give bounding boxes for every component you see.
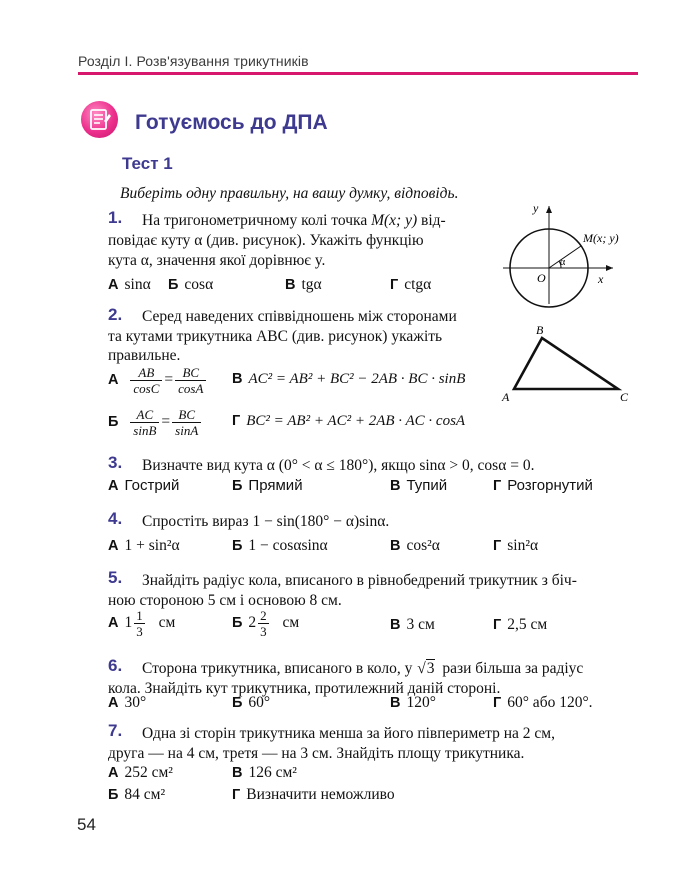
answer-option[interactable]: А Гострий: [108, 477, 180, 494]
question-6-line-2: кола. Знайдіть кут трикутника, протилежний даній стороні.: [108, 680, 501, 697]
question-5-line-2: ною стороною 5 см і основою 8 см.: [108, 592, 342, 609]
question-number: 5.: [108, 568, 123, 587]
question-5-line-1: Знайдіть радіус кола, вписаного в рівнобедрений трикутник з біч-: [142, 572, 577, 589]
triangle-figure: [498, 322, 633, 404]
answer-option[interactable]: Г sin²α: [493, 537, 539, 554]
question-7-line-2: друга — на 4 см, третя — на 3 см. Знайдіть площу трикутника.: [108, 745, 525, 762]
answer-option[interactable]: А 252 см²: [108, 764, 173, 781]
checklist-icon: [81, 101, 118, 138]
question-number: 3.: [108, 453, 123, 472]
question-2-line-1: Серед наведених співвідношень між сторонами: [142, 308, 457, 325]
question-3-text: Визначте вид кута α (0° < α ≤ 180°), якщо sinα > 0, cosα = 0.: [142, 457, 535, 474]
question-7-line-1: Одна зі сторін трикутника менша за його півпериметр на 2 см,: [142, 725, 555, 742]
question-2-line-3: правильне.: [108, 347, 181, 364]
vertex-b-label: B: [536, 323, 544, 337]
test-title: Тест 1: [122, 154, 173, 173]
vertex-c-label: C: [620, 390, 629, 404]
answer-option[interactable]: В 120°: [390, 694, 436, 711]
answer-option[interactable]: А $\frac{AB}{\cos C}$ = $\frac{BC}{\cos A}$: [108, 365, 208, 396]
answer-option[interactable]: Г BC² = AB² + AC² + 2AB · AC · cosA: [232, 413, 466, 429]
answer-option[interactable]: А sinα: [108, 276, 151, 293]
x-axis-label: x: [598, 272, 604, 286]
answer-option[interactable]: А 30°: [108, 694, 147, 711]
answer-option[interactable]: В cos²α: [390, 537, 440, 554]
alpha-label: α: [560, 257, 566, 268]
answer-option[interactable]: Б 1 − cosαsinα: [232, 537, 328, 554]
answer-option[interactable]: Б $\frac{AC}{\sin B}$ = $\frac{BC}{\sin A}$: [108, 407, 203, 438]
question-number: 1.: [108, 208, 123, 227]
question-number: 7.: [108, 721, 123, 740]
vertex-a-label: A: [502, 390, 510, 404]
question-6-line-1: Сторона трикутника, вписаного в коло, у √3 рази більша за радіус: [142, 660, 584, 677]
point-m-label: M(x; y): [583, 231, 619, 245]
instruction: Виберіть одну правильну, на вашу думку, відповідь.: [120, 185, 459, 202]
answer-option[interactable]: Б cosα: [168, 276, 214, 293]
answer-option[interactable]: А 1 + sin²α: [108, 537, 180, 554]
header-rule: [78, 72, 638, 75]
answer-option[interactable]: В 126 см²: [232, 764, 297, 781]
answer-option[interactable]: Г 2,5 см: [493, 616, 548, 633]
answer-option[interactable]: В tgα: [285, 276, 322, 293]
answer-option[interactable]: В 3 см: [390, 616, 435, 633]
answer-option[interactable]: Б Прямий: [232, 477, 303, 494]
answer-option[interactable]: Г Визначити неможливо: [232, 786, 395, 803]
question-2-line-2: та кутами трикутника ABC (див. рисунок) укажіть: [108, 328, 443, 345]
question-number: 4.: [108, 509, 123, 528]
answer-option[interactable]: А 1 $\frac{1}{3}$ см: [108, 608, 176, 639]
origin-label: O: [537, 271, 546, 285]
answer-option[interactable]: Г ctgα: [390, 276, 432, 293]
answer-option[interactable]: В Тупий: [390, 477, 448, 494]
question-4-text: Спростіть вираз 1 − sin(180° − α)sinα.: [142, 513, 390, 530]
chapter-header: Розділ І. Розв'язування трикутників: [78, 53, 309, 69]
answer-option[interactable]: Г 60° або 120°.: [493, 694, 593, 711]
question-number: 2.: [108, 305, 123, 324]
y-axis-label: y: [533, 201, 539, 215]
question-1-line-2: повідає куту α (див. рисунок). Укажіть функцію: [108, 232, 424, 249]
answer-option[interactable]: Г Розгорнутий: [493, 477, 593, 494]
question-1-line-1: На тригонометричному колі точка M(x; y) від-: [142, 212, 446, 229]
unit-circle-figure: [495, 198, 630, 308]
page-number: 54: [77, 815, 96, 834]
question-number: 6.: [108, 656, 123, 675]
answer-option[interactable]: Б 60°: [232, 694, 271, 711]
answer-option[interactable]: В AC² = AB² + BC² − 2AB · BC · sinB: [232, 371, 466, 387]
section-title: Готуємось до ДПА: [135, 111, 328, 134]
question-1-line-3: кута α, значення якої дорівнює y.: [108, 252, 326, 269]
answer-option[interactable]: Б 2 $\frac{2}{3}$ см: [232, 608, 300, 639]
sqrt-symbol: √3: [417, 660, 435, 677]
answer-option[interactable]: Б 84 см²: [108, 786, 166, 803]
